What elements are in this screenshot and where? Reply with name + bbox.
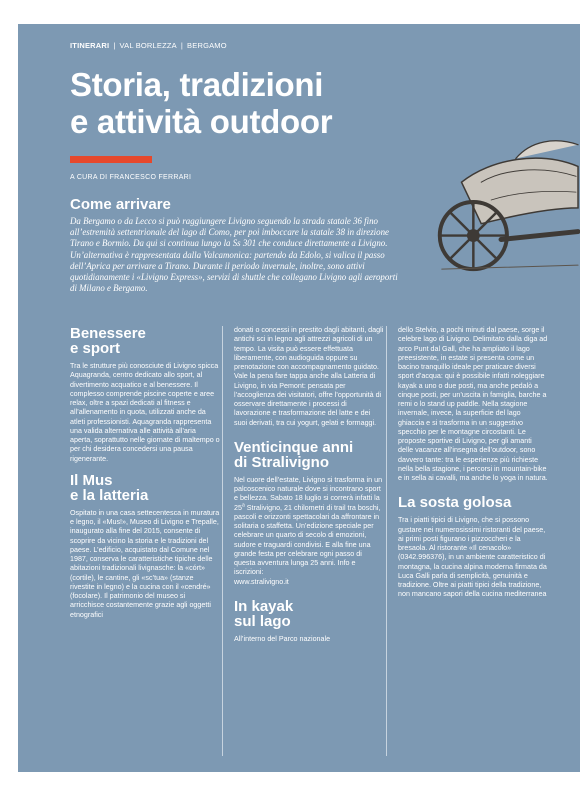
heading-line: Benessere xyxy=(70,325,146,342)
kayak-text-continued: dello Stelvio, a pochi minuti dal paese, sorge il celebre lago di Livigno. Delimitato dalla diga ad arco Punt dal Gall, che ha ampliato il lago preesistente, in estate si presenta come un bacino tranquillo ideale per praticare diversi sport d’acqua: qui è possibile infatti noleggiare kayak a uno o due posti, ma anche pedalò a cinque posti, per un’uscita in famiglia, barche a remi o lo stand up paddle. Nella stagione invernale, invece, la superficie del lago ghiaccia e si trasforma in un suggestivo specchio per le montagne circostanti. Le proposte sportive di Livigno, per gli amanti delle vacanze all’insegna dell’outdoor, sono davvero tante: tra le esperienze più richieste nella bella stagione, i percorsi in mountain-bike e in sella ai cavalli, ma anche lo yoga in natura. xyxy=(398,326,548,482)
mus-text: Ospitato in una casa settecentesca in muratura e legno, il «Mus!», Museo di Livigno e Trepalle, inaugurato alla fine del 2015, consente di scoprire da vicino la storia e le tradizioni del paese. L’edificio, acquistato dal Comune nel 1987, conserva le caratteristiche tipiche delle abitazioni tradizionali livignasche: la «córt» (cortile), le cantine, gli «sc’tua» (stanze rivestite in legno) e la cucina con il «cendré» (focolare). Il patrimonio del museo si arricchisce costantemente grazie agli oggetti etnografici xyxy=(70,508,220,619)
sosta-golosa-text: Tra i piatti tipici di Livigno, che si possono gustare nei numerosissimi ristoranti del paese, ai primi posti figurano i pizzoccheri e la bresaola. Al ristorante «Il cenacolo» (0342.996376), in un ambiente caratteristico di montagna, la cucina alpina moderna firmata da Luca Galli parla di semplicità, genuinità e tradizione. Oltre ai piatti tipici della tradizione, non mancano sapori della cucina mediterranea xyxy=(398,516,547,599)
heading-line: sul lago xyxy=(234,612,291,630)
kayak-text: All’interno del Parco nazionale xyxy=(234,634,331,643)
mus-heading xyxy=(70,473,220,503)
breadcrumb-item: BERGAMO xyxy=(187,41,227,50)
column-divider xyxy=(386,326,387,756)
column-1 xyxy=(70,326,220,620)
column-divider xyxy=(222,326,223,756)
cannon-illustration xyxy=(422,120,580,280)
separator: | xyxy=(180,41,184,50)
byline: A CURA DI FRANCESCO FERRARI xyxy=(70,174,192,181)
separator: | xyxy=(113,41,116,50)
superscript: a xyxy=(241,502,245,509)
heading-line: di Stralivigno xyxy=(234,453,330,471)
title-line: Storia, tradizioni xyxy=(70,66,324,103)
mus-text-continued: donati o concessi in prestito dagli abitanti, dagli antichi sci in legno agli attrezzi agricoli di un tempo. La visita può essere effettuata liberamente, con audioguida oppure su prenotazione con accompagnamento guidato. Vale la pena fare tappa anche alla Latteria di Livigno, in via Pemont: pensata per l’accoglienza dei visitatori, offre l’opportunità di osservare direttamente i processi di lavorazione e trasformazione del latte e dei suoi derivati, tra cui yogurt, gelati e formaggi. xyxy=(234,326,384,427)
accent-bar xyxy=(70,156,152,163)
page-title xyxy=(70,66,410,140)
heading-line: In kayak xyxy=(234,597,294,615)
come-arrivare-heading: Come arrivare xyxy=(70,196,171,213)
breadcrumb-item: VAL BORLEZZA xyxy=(119,41,177,50)
benessere-heading xyxy=(70,326,220,356)
magazine-page xyxy=(18,24,580,772)
kayak-heading xyxy=(234,599,384,629)
heading-line: Venticinque anni xyxy=(234,438,354,456)
heading-line: e sport xyxy=(70,340,121,357)
title-line: e attività outdoor xyxy=(70,103,333,140)
column-3 xyxy=(398,326,548,600)
section-label: ITINERARI xyxy=(70,41,110,50)
heading-line: Il Mus xyxy=(70,471,113,489)
text-run: Stralivigno, 21 chilometri di trail tra boschi, pascoli e orizzonti spettacolari da affrontare in solitaria o staffetta. Un’edizione speciale per celebrare un quarto di secolo di emozioni, sudore e traguardi condivisi. E alla fine una grande festa per celebrare ogni passo di questa avventura lunga 25 anni. Info e iscrizioni: xyxy=(234,503,381,577)
section-breadcrumb xyxy=(70,41,227,50)
stralivigno-text xyxy=(234,476,384,587)
stralivigno-link[interactable]: www.stralivigno.it xyxy=(234,577,289,586)
column-2 xyxy=(234,326,384,644)
stralivigno-heading xyxy=(234,440,384,470)
come-arrivare-text: Da Bergamo o da Lecco si può raggiungere Livigno seguendo la strada statale 36 fino all’estremità settentrionale del lago di Como, per poi imboccare la statale 38 in direzione Tirano e Bormio. Da qui si continua lungo la Ss 301 che conduce direttamente a Livigno. Un’alternativa è rappresentata dalla Valcamonica: partendo da Edolo, si valica il passo dell’Aprica per arrivare a Tirano. Durante il periodo invernale, inoltre, sono attivi quotidianamente i «Livigno Express», servizi di shuttle che collegano Livigno agli aeroporti di Milano e Bergamo. xyxy=(70,216,398,294)
heading-line: e la latteria xyxy=(70,486,149,504)
text-run: Nel cuore dell’estate, Livigno si trasforma in un palcoscenico naturale dove si incontrano sport e bellezza. Sabato 18 luglio si correrà infatti la 25 xyxy=(234,475,383,512)
benessere-text: Tra le strutture più conosciute di Livigno spicca Aquagranda, centro dedicato allo sport, al divertimento acquatico e al benessere. Il complesso comprende piscine coperte e aree relax, oltre a spazi dedicati al fitness e all’allenamento in quota, utilizzati anche da atleti professionisti. Aquagranda rappresenta una valida alternativa alle attività all’aria aperta, soprattutto nelle giornate di maltempo o per chi desidera concedersi una pausa rigenerante. xyxy=(70,362,220,463)
sosta-golosa-heading: La sosta golosa xyxy=(398,494,512,512)
